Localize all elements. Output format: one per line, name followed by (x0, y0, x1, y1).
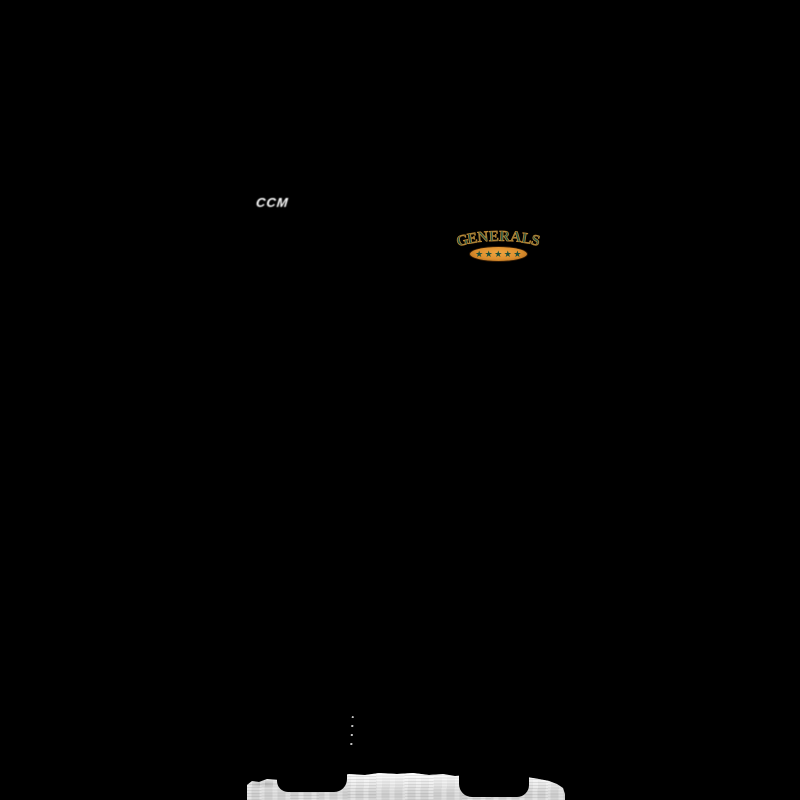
crest-letter: G (454, 231, 470, 251)
crest-letter: A (509, 229, 523, 246)
crest-letter: L (520, 230, 533, 248)
crest-letter: E (466, 230, 480, 248)
crest-letter: N (477, 229, 490, 246)
crest-letter: E (488, 228, 500, 246)
crest-stars-ellipse (470, 247, 527, 261)
crest-letter: R (499, 228, 511, 246)
crest-stars-icon: ★★★★★ (475, 249, 523, 259)
crest-letter: S (529, 232, 542, 250)
pant-cuff-left (277, 769, 347, 792)
generals-team-crest (452, 224, 544, 261)
pant-cuff-right (459, 769, 529, 797)
ccm-brand-logo: CCM (255, 195, 290, 210)
